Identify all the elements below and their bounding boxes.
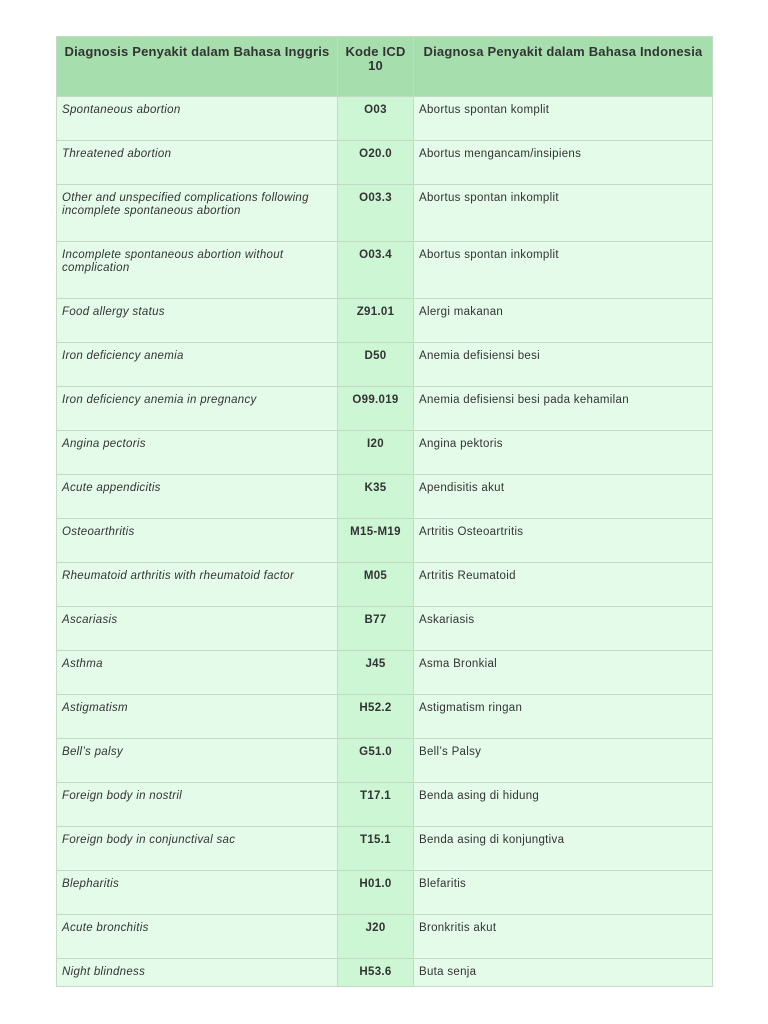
cell-indonesian: Blefaritis — [414, 871, 713, 915]
cell-indonesian: Anemia defisiensi besi — [414, 343, 713, 387]
cell-english: Food allergy status — [57, 299, 338, 343]
cell-code: H01.0 — [338, 871, 414, 915]
table-row — [57, 651, 713, 695]
cell-english: Acute appendicitis — [57, 475, 338, 519]
cell-english: Foreign body in nostril — [57, 783, 338, 827]
cell-indonesian: Abortus mengancam/insipiens — [414, 141, 713, 185]
table-row — [57, 519, 713, 563]
table-row — [57, 915, 713, 959]
cell-english: Asthma — [57, 651, 338, 695]
table-row — [57, 563, 713, 607]
table-row — [57, 871, 713, 915]
cell-english: Osteoarthritis — [57, 519, 338, 563]
table-row — [57, 387, 713, 431]
cell-code: J45 — [338, 651, 414, 695]
cell-indonesian: Buta senja — [414, 959, 713, 987]
cell-code: O03.4 — [338, 242, 414, 299]
cell-indonesian: Asma Bronkial — [414, 651, 713, 695]
cell-indonesian: Abortus spontan inkomplit — [414, 242, 713, 299]
table-row — [57, 97, 713, 141]
cell-english: Rheumatoid arthritis with rheumatoid factor — [57, 563, 338, 607]
table-row — [57, 827, 713, 871]
table-row — [57, 343, 713, 387]
table-row — [57, 607, 713, 651]
cell-code: H53.6 — [338, 959, 414, 987]
cell-code: D50 — [338, 343, 414, 387]
cell-indonesian: Abortus spontan komplit — [414, 97, 713, 141]
table-row — [57, 242, 713, 299]
cell-code: K35 — [338, 475, 414, 519]
table-row — [57, 783, 713, 827]
cell-code: M05 — [338, 563, 414, 607]
cell-indonesian: Artritis Osteoartritis — [414, 519, 713, 563]
cell-indonesian: Astigmatism ringan — [414, 695, 713, 739]
cell-indonesian: Abortus spontan inkomplit — [414, 185, 713, 242]
table-header-row — [57, 37, 713, 97]
icd-diagnosis-table — [56, 36, 713, 987]
cell-indonesian: Anemia defisiensi besi pada kehamilan — [414, 387, 713, 431]
cell-english: Other and unspecified complications following incomplete spontaneous abortion — [57, 185, 338, 242]
cell-english: Astigmatism — [57, 695, 338, 739]
cell-english: Blepharitis — [57, 871, 338, 915]
table-row — [57, 185, 713, 242]
cell-indonesian: Alergi makanan — [414, 299, 713, 343]
cell-english: Night blindness — [57, 959, 338, 987]
cell-indonesian: Apendisitis akut — [414, 475, 713, 519]
table-row — [57, 299, 713, 343]
cell-indonesian: Angina pektoris — [414, 431, 713, 475]
cell-english: Foreign body in conjunctival sac — [57, 827, 338, 871]
cell-code: G51.0 — [338, 739, 414, 783]
table-row — [57, 959, 713, 987]
cell-code: H52.2 — [338, 695, 414, 739]
cell-english: Spontaneous abortion — [57, 97, 338, 141]
cell-code: T15.1 — [338, 827, 414, 871]
cell-english: Angina pectoris — [57, 431, 338, 475]
header-icd-code: Kode ICD 10 — [338, 37, 414, 97]
cell-english: Iron deficiency anemia in pregnancy — [57, 387, 338, 431]
cell-code: I20 — [338, 431, 414, 475]
icd-table-container — [56, 36, 712, 987]
cell-indonesian: Benda asing di hidung — [414, 783, 713, 827]
cell-english: Incomplete spontaneous abortion without complication — [57, 242, 338, 299]
cell-indonesian: Askariasis — [414, 607, 713, 651]
cell-code: B77 — [338, 607, 414, 651]
cell-code: O03 — [338, 97, 414, 141]
cell-code: T17.1 — [338, 783, 414, 827]
cell-code: Z91.01 — [338, 299, 414, 343]
cell-english: Iron deficiency anemia — [57, 343, 338, 387]
cell-english: Bell’s palsy — [57, 739, 338, 783]
cell-code: O99.019 — [338, 387, 414, 431]
table-row — [57, 695, 713, 739]
table-row — [57, 141, 713, 185]
cell-code: O20.0 — [338, 141, 414, 185]
table-row — [57, 739, 713, 783]
cell-indonesian: Bronkritis akut — [414, 915, 713, 959]
cell-english: Threatened abortion — [57, 141, 338, 185]
cell-code: J20 — [338, 915, 414, 959]
cell-indonesian: Artritis Reumatoid — [414, 563, 713, 607]
cell-code: M15-M19 — [338, 519, 414, 563]
cell-indonesian: Benda asing di konjungtiva — [414, 827, 713, 871]
cell-english: Acute bronchitis — [57, 915, 338, 959]
table-row — [57, 431, 713, 475]
cell-indonesian: Bell’s Palsy — [414, 739, 713, 783]
header-indonesian-diagnosis: Diagnosa Penyakit dalam Bahasa Indonesia — [414, 37, 713, 97]
cell-code: O03.3 — [338, 185, 414, 242]
cell-english: Ascariasis — [57, 607, 338, 651]
header-english-diagnosis: Diagnosis Penyakit dalam Bahasa Inggris — [57, 37, 338, 97]
table-row — [57, 475, 713, 519]
